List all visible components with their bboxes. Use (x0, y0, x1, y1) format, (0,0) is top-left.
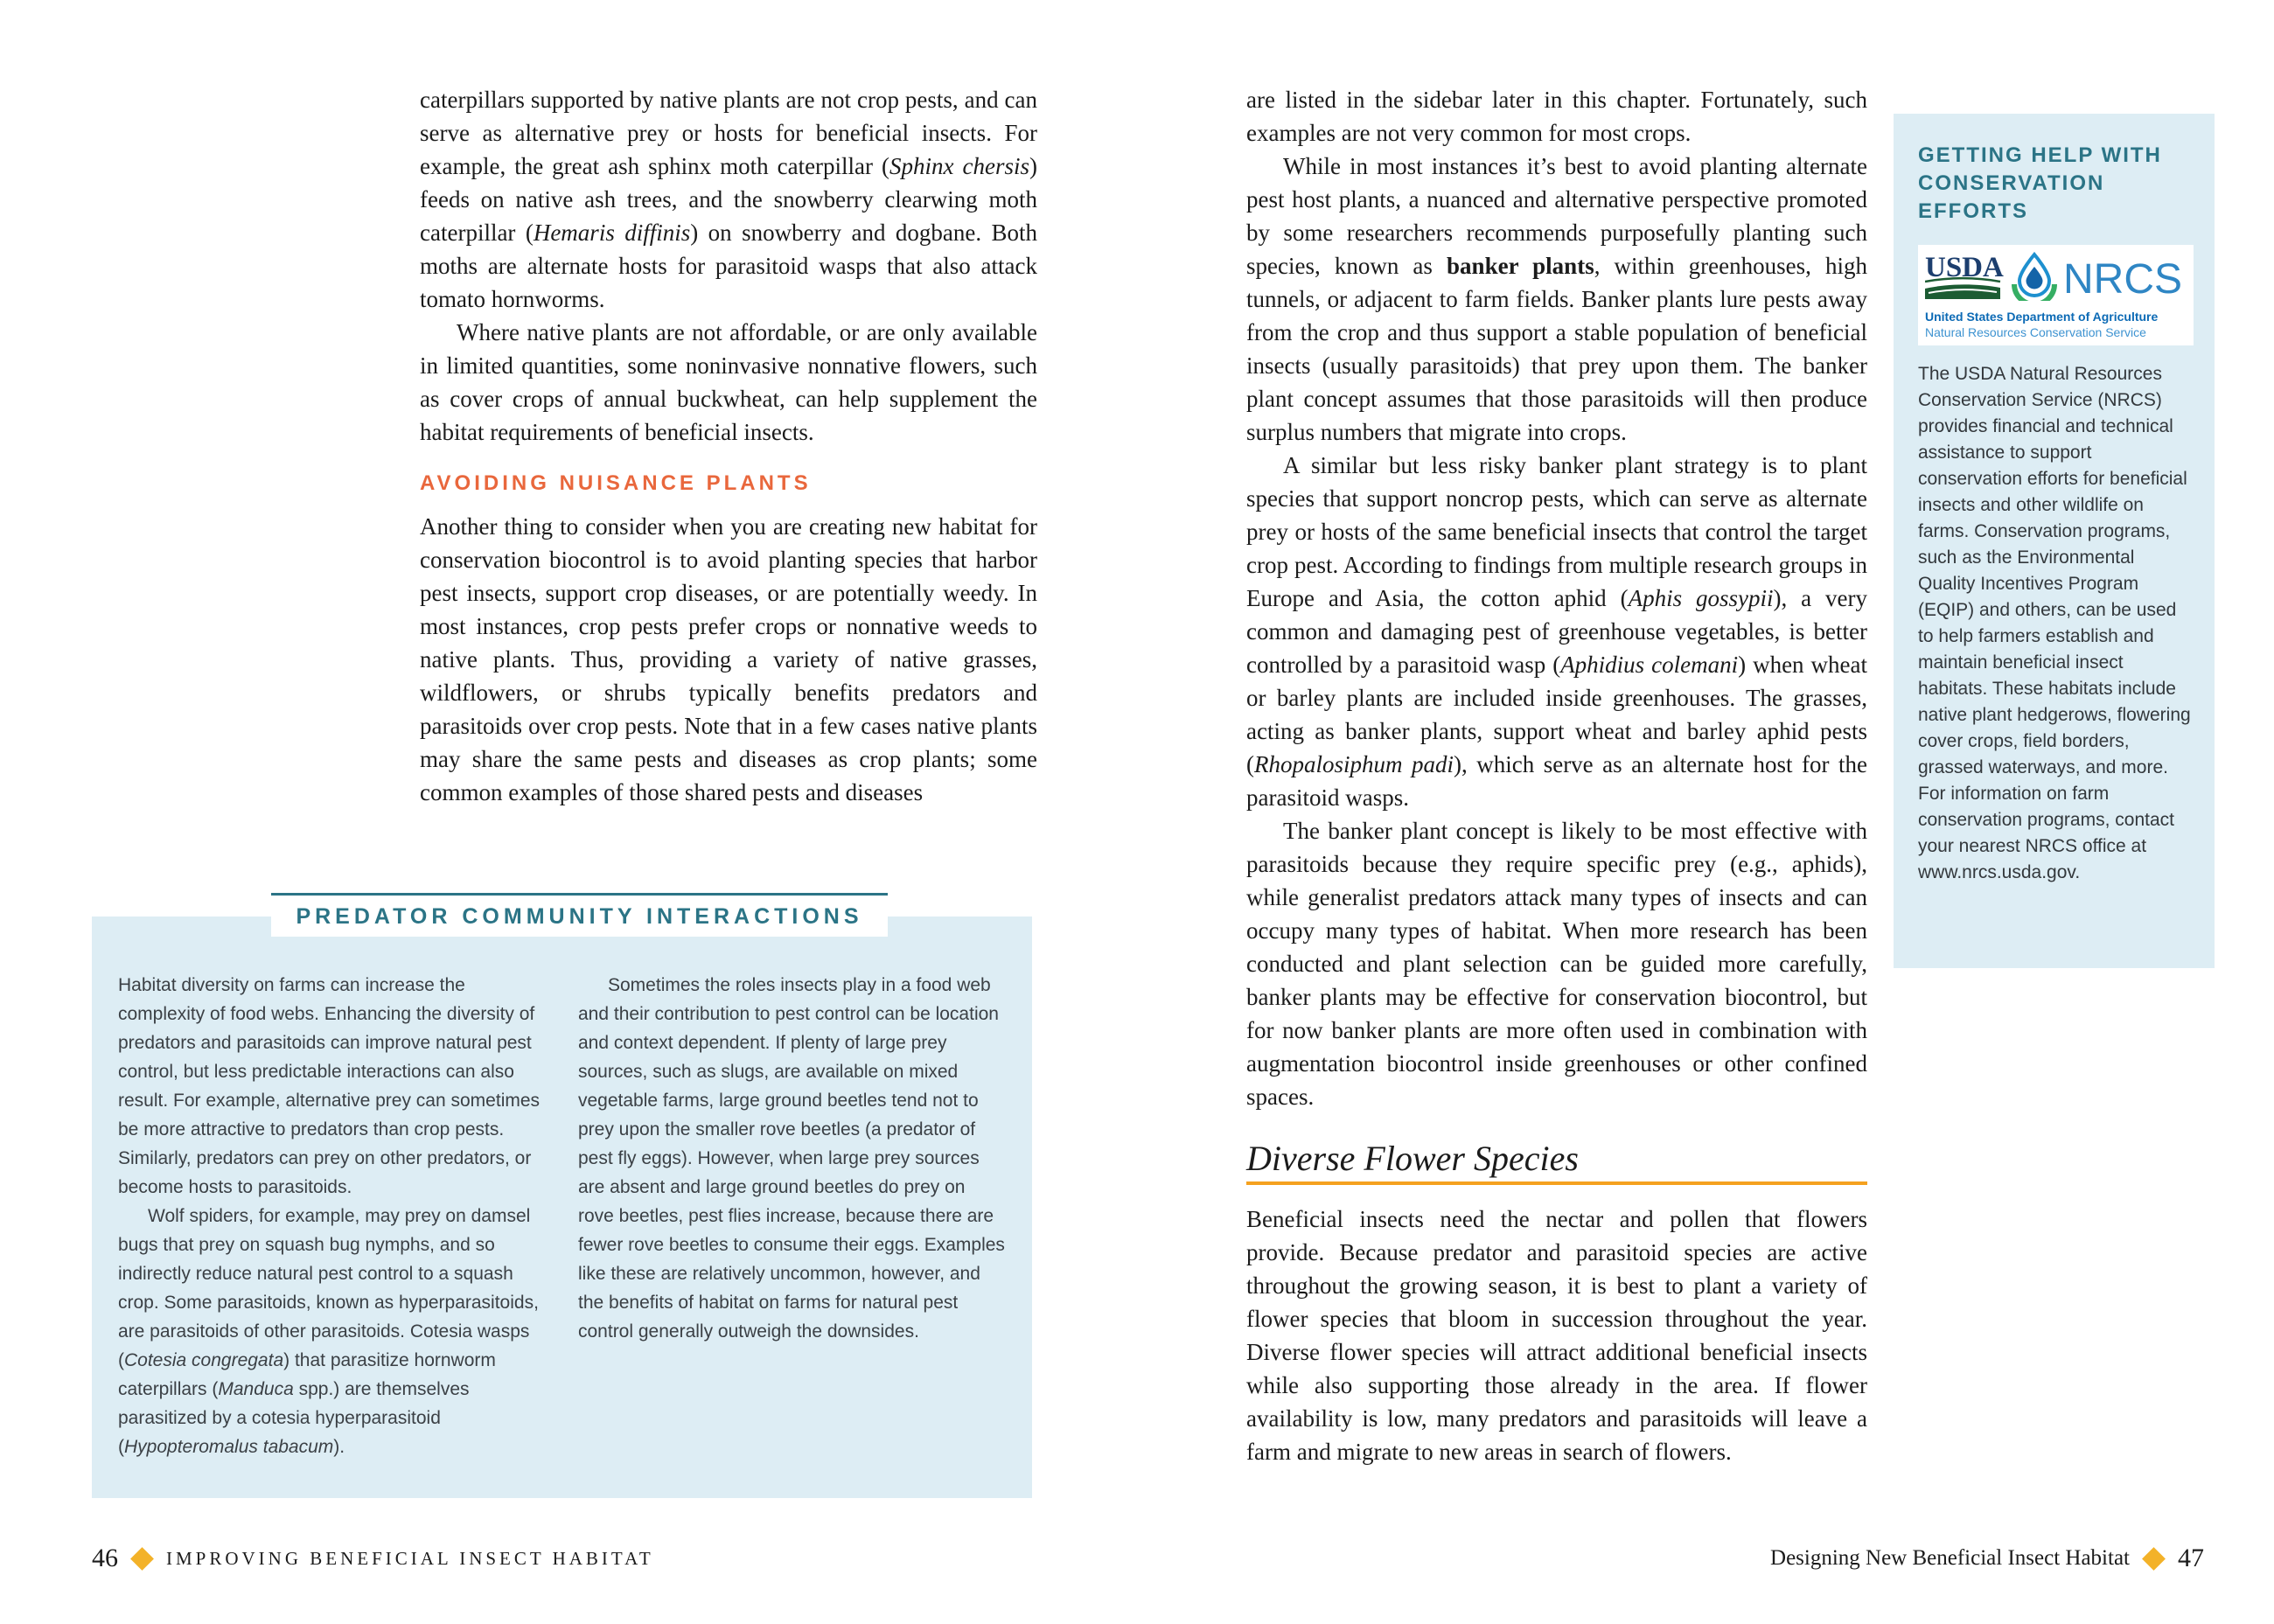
sidebar-body-text: The USDA Natural Resources Conservation Service (NRCS) provides financial and technical assistance to support conservation efforts for beneficial insects and other wildlife on farms. Conservation programs, such as the Environmental Quality Incentives Program (EQIP) and others, can be used to help farmers establish and maintain beneficial insect habitats. These habitats include native plant hedgerows, flowering cover crops, field borders, grassed waterways, and more. For information on farm conservation programs, contact your nearest NRCS office at www.nrcs.usda.gov. (1918, 364, 2191, 882)
usda-wordmark: USDA (1925, 252, 2004, 283)
left-footer-title: IMPROVING BENEFICIAL INSECT HABITAT (166, 1547, 654, 1569)
predator-community-interactions-box (92, 904, 1032, 1498)
sidebar-title: GETTING HELP WITH CONSERVATION EFFORTS (1918, 143, 2162, 223)
usda-caption: United States Department of Agriculture (1925, 310, 2159, 324)
paragraph: Another thing to consider when you are creating new habitat for conservation biocontrol is to avoid planting species that harbor pest insects, support crop diseases, or are potentially weedy. In most instances, crop pests prefer crops or nonnative weeds to native plants. Thus, providing a variety of native grasses, wildflowers, or shrubs typically benefits predators and parasitoids over crop pests. Note that in a few cases native plants may share the same pests and diseases as crop plants; some common examples of those shared pests and diseases (420, 513, 1037, 805)
left-page-text-column (420, 83, 1037, 809)
usda-logo (1925, 252, 2004, 299)
paragraph: Sometimes the roles insects play in a food web and their contribution to pest control can be location and context dependent. If plenty of large prey sources, such as slugs, are available on mixed vegetable farms, large ground beetles tend not to prey upon the smaller rove beetles (a predator of pest fly eggs). However, when large prey sources are absent and large ground beetles do prey on rove beetles, pest flies increase, because there are fewer rove beetles to consume their eggs. Examples like these are relatively uncommon, however, and the benefits of habitat on farms for natural pest control generally outweigh the downsides. (578, 975, 1005, 1342)
diverse-flower-species-heading: Diverse Flower Species (1246, 1139, 1579, 1178)
diamond-icon (130, 1547, 154, 1571)
predator-box-heading-band (271, 893, 888, 937)
predator-box-right-column (578, 971, 1005, 1461)
paragraph: While in most instances it’s best to avoid planting alternate pest host plants, a nuanced and alternative perspective promoted by some researchers recommends purposefully planting such species, known as banker plants, within greenhouses, high tunnels, or adjacent to farm fields. Banker plants lure pests away from the crop and thus support a stable population of beneficial insects (usually parasitoids) that prey upon them. The banker plant concept assumes that those parasitoids will then produce surplus numbers that migrate into crops. (1246, 153, 1867, 445)
diamond-icon (2142, 1547, 2166, 1571)
paragraph: are listed in the sidebar later in this chapter. Fortunately, such examples are not very common for most crops. (1246, 87, 1867, 146)
paragraph: Habitat diversity on farms can increase the complexity of food webs. Enhancing the diversity of predators and parasitoids can improve natural pest control, but less predictable interactions can also result. For example, alternative prey can sometimes be more attractive to predators than crop pests. Similarly, predators can prey on other predators, or become hosts to parasitoids. (118, 975, 541, 1197)
nrcs-wordmark: NRCS (2063, 256, 2181, 301)
paragraph: Where native plants are not affordable, or are only available in limited quantities, some noninvasive nonnative flowers, such as cover crops of annual buckwheat, can help supplement the habitat requirements of beneficial insects. (420, 319, 1037, 445)
predator-box-columns (118, 971, 1006, 1461)
right-page-number: 47 (2178, 1544, 2204, 1572)
paragraph: The banker plant concept is likely to be most effective with parasitoids because they require specific prey (e.g., aphids), while generalist predators attack many types of insects and can occupy many types of habitat. When more research has been conducted and plant selection can be guided more carefully, banker plants may be effective for conservation biocontrol, but for now banker plants are more often used in combination with augmentation biocontrol inside greenhouses or other confined spaces. (1246, 818, 1867, 1110)
right-footer-title: Designing New Beneficial Insect Habitat (1770, 1546, 2130, 1570)
orange-rule (1246, 1181, 1867, 1185)
left-page-number: 46 (92, 1544, 118, 1572)
paragraph: Beneficial insects need the nectar and pollen that flowers provide. Because predator and parasitoid species are active throughout the growing season, it is best to plant a variety of flower species that bloom in succession throughout the year. Diverse flower species will attract additional beneficial insects while also supporting those already in the area. If flower availability is low, many predators and parasitoids will leave a farm and migrate to new areas in search of flowers. (1246, 1206, 1867, 1465)
paragraph: A similar but less risky banker plant strategy is to plant species that support noncrop pests, which can serve as alternate prey or hosts of the same beneficial insects that control the target crop pest. According to findings from multiple research groups in Europe and Asia, the cotton aphid (Aphis gossypii), a very common and damaging pest of greenhouse vegetables, is better controlled by a parasitoid wasp (Aphidius colemani) when wheat or barley plants are included inside greenhouses. The grasses, acting as banker plants, support wheat and barley aphid pests (Rhopalosiphum padi), which serve as an alternate host for the parasitoid wasps. (1246, 452, 1867, 811)
nrcs-caption: Natural Resources Conservation Service (1925, 325, 2146, 339)
right-page-text-column (1246, 83, 1867, 1468)
paragraph: Wolf spiders, for example, may prey on damsel bugs that prey on squash bug nymphs, and so indirectly reduce natural pest control to a squash crop. Some parasitoids, known as hyperparasitoids, are parasitoids of other parasitoids. Cotesia wasps (Cotesia congregata) that parasitize hornworm caterpillars (Manduca spp.) are themselves parasitized by a cotesia hyperparasitoid (Hypopteromalus tabacum). (118, 1206, 539, 1457)
getting-help-sidebar (1894, 114, 2215, 968)
avoiding-nuisance-plants-heading: AVOIDING NUISANCE PLANTS (420, 471, 812, 495)
predator-box-left-column (118, 971, 545, 1461)
predator-box-title: PREDATOR COMMUNITY INTERACTIONS (296, 904, 863, 929)
left-page-footer (92, 1544, 654, 1573)
paragraph: caterpillars supported by native plants are not crop pests, and can serve as alternative prey or hosts for beneficial insects. For example, the great ash sphinx moth caterpillar (Sphinx chersis) feeds on native ash trees, and the snowberry clearwing moth caterpillar (Hemaris diffinis) on snowberry and dogbane. Both moths are alternate hosts for parasitoid wasps that also attack tomato hornworms. (420, 87, 1037, 312)
usda-nrcs-logo (1925, 252, 2181, 301)
nrcs-logo (2014, 254, 2181, 301)
right-page-footer (1770, 1544, 2204, 1573)
usda-nrcs-logo-box (1918, 245, 2194, 345)
